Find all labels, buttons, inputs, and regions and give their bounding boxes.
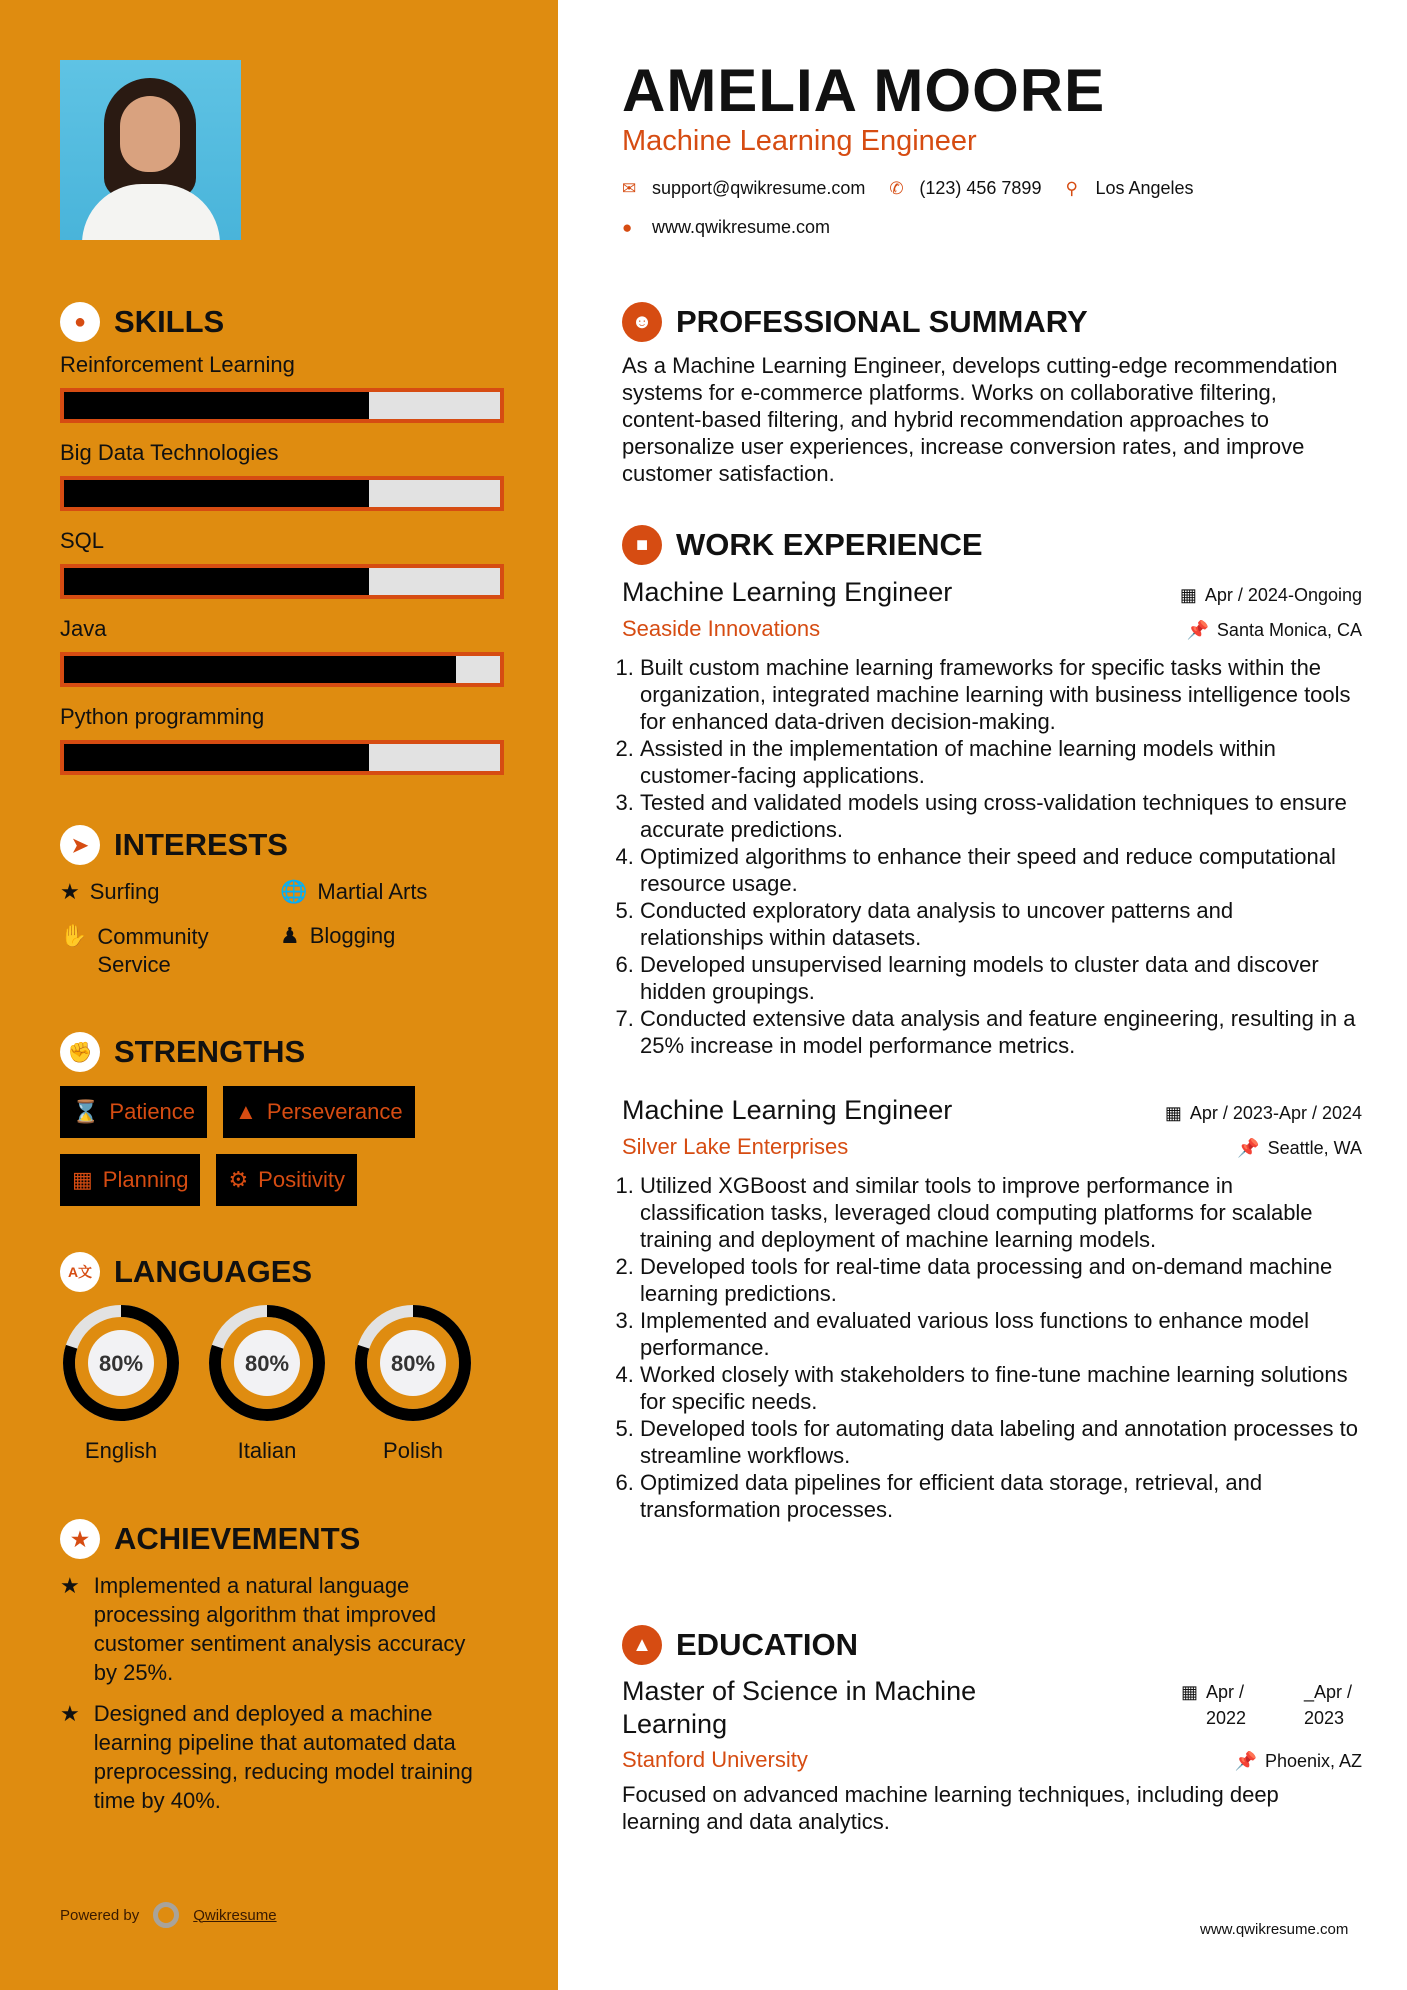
calendar-icon: ▦ (1164, 1103, 1182, 1123)
hand-icon: ✋ (60, 923, 88, 948)
job-bullet: 3. Implemented and evaluated various loss functions to enhance model performance. (640, 1307, 1362, 1361)
skill-label: Big Data Technologies (60, 440, 279, 465)
interest-label: Community Service (97, 924, 209, 977)
lightbulb-icon: ● (60, 302, 100, 342)
location: Los Angeles (1095, 178, 1194, 198)
profile-photo (60, 60, 241, 240)
strength-label: Patience (109, 1099, 196, 1124)
globe-icon: 🌐 (280, 879, 308, 904)
skill-item (60, 352, 504, 423)
briefcase-icon: ■ (622, 525, 662, 565)
job-bullet: 1. Utilized XGBoost and similar tools to improve performance in classification tasks, leveraged cloud computing platforms for scalable training and deployment of machine learning models. (640, 1172, 1362, 1253)
language-percent: 80% (244, 1351, 290, 1376)
skill-label: SQL (60, 528, 105, 553)
skill-bar (60, 564, 504, 599)
interest-label: Martial Arts (317, 879, 428, 904)
languages-heading: LANGUAGES (114, 1254, 313, 1289)
school: Stanford University (622, 1747, 808, 1772)
skill-bar (60, 476, 504, 511)
paper-plane-icon: ➤ (60, 825, 100, 865)
skill-bar-fill (64, 480, 369, 507)
skill-label: Python programming (60, 704, 265, 729)
degree: Master of Science in Machine Learning (622, 1676, 977, 1739)
users-icon: ♟ (280, 923, 300, 948)
strength-label: Planning (102, 1167, 189, 1192)
header (622, 56, 1362, 238)
languages-section (60, 1252, 474, 1464)
achievement-item (60, 1699, 490, 1815)
pushpin-icon: 📌 (1234, 1751, 1257, 1771)
summary-heading: PROFESSIONAL SUMMARY (676, 304, 1088, 339)
language-item (60, 1302, 182, 1464)
achievement-text: Implemented a natural language processing algorithm that improved customer sentiment analysis accuracy by 25%. (93, 1573, 466, 1685)
skill-bar-fill (64, 568, 369, 595)
star-icon: ★ (60, 1701, 80, 1726)
pushpin-icon: 📌 (1186, 620, 1209, 640)
strength-badge (223, 1086, 415, 1138)
summary-section (622, 302, 1362, 487)
job-bullet: 6. Optimized data pipelines for efficient data storage, retrieval, and transformation processes. (640, 1469, 1362, 1523)
education-section (622, 1625, 1362, 1835)
user-icon: ☻ (622, 302, 662, 342)
skills-heading: SKILLS (114, 304, 225, 339)
interests-heading: INTERESTS (114, 827, 288, 862)
interest-item (280, 923, 500, 979)
achievements-heading: ACHIEVEMENTS (114, 1521, 361, 1556)
education-text: Focused on advanced machine learning techniques, including deep learning and data analytics. (622, 1782, 1279, 1834)
skill-item (60, 528, 504, 599)
footer-website[interactable]: www.qwikresume.com (1200, 1921, 1349, 1938)
skill-label: Reinforcement Learning (60, 352, 295, 377)
interest-item (280, 879, 500, 905)
sun-icon: ⚙ (228, 1167, 249, 1192)
achievements-section (60, 1519, 490, 1815)
phone: (123) 456 7899 (919, 178, 1042, 198)
skill-bar-fill (64, 744, 369, 771)
skill-label: Java (60, 616, 107, 641)
education-heading: EDUCATION (676, 1627, 858, 1662)
achievement-item (60, 1571, 490, 1687)
summary-text: As a Machine Learning Engineer, develops cutting-edge recommendation systems for e-commerce platforms. Works on collaborative filtering, content-based filtering, and hybrid recommendation approaches to personalize user experiences, increase conversion rates, and improve customer satisfaction. (622, 353, 1338, 486)
job-bullet: 5. Developed tools for automating data labeling and annotation processes to streamline workflows. (640, 1415, 1362, 1469)
job-date: Apr / 2023-Apr / 2024 (1189, 1103, 1362, 1123)
language-donut (352, 1302, 474, 1424)
language-percent: 80% (98, 1351, 144, 1376)
company: Seaside Innovations (622, 616, 821, 641)
job-title: Machine Learning Engineer (622, 577, 953, 607)
globe-icon: ● (622, 217, 633, 237)
phone-icon: ✆ (889, 178, 904, 198)
strength-label: Positivity (258, 1167, 345, 1192)
skill-bar (60, 388, 504, 423)
strengths-heading: STRENGTHS (114, 1034, 306, 1069)
email[interactable]: support@qwikresume.com (652, 178, 866, 198)
skills-section (60, 302, 504, 792)
achievement-text: Designed and deployed a machine learning pipeline that automated data preprocessing, reducing model training time by 40%. (93, 1701, 473, 1813)
pushpin-icon: 📌 (1237, 1138, 1260, 1158)
skill-item (60, 440, 504, 511)
job-bullet: 7. Conducted extensive data analysis and feature engineering, resulting in a 25% increase in model performance metrics. (640, 1005, 1362, 1059)
qwikresume-link[interactable]: Qwikresume (193, 1906, 277, 1924)
company: Silver Lake Enterprises (622, 1134, 849, 1159)
interest-label: Surfing (89, 879, 160, 904)
skill-item (60, 616, 504, 687)
work-heading: WORK EXPERIENCE (676, 527, 983, 562)
star-icon: ★ (60, 1573, 80, 1598)
candidate-name: AMELIA MOORE (622, 57, 1106, 124)
job-title: Machine Learning Engineer (622, 1095, 953, 1125)
edu-location: Phoenix, AZ (1264, 1751, 1362, 1771)
language-percent: 80% (390, 1351, 436, 1376)
work-section (622, 525, 1362, 1523)
powered-by-label: Powered by (60, 1906, 140, 1924)
language-name: English (84, 1438, 158, 1463)
email-icon: ✉ (622, 178, 637, 198)
road-icon: ▲ (235, 1099, 257, 1124)
hourglass-icon: ⌛ (72, 1099, 100, 1124)
skill-bar (60, 740, 504, 775)
language-item (352, 1302, 474, 1464)
strength-label: Perseverance (266, 1099, 403, 1124)
location-pin-icon: ⚲ (1065, 178, 1078, 198)
language-item (206, 1302, 328, 1464)
job-bullet: 6. Developed unsupervised learning models to cluster data and discover hidden groupings. (640, 951, 1362, 1005)
strengths-section (60, 1032, 520, 1206)
interest-label: Blogging (309, 923, 396, 948)
candidate-title: Machine Learning Engineer (622, 125, 977, 157)
job-bullet: 2. Developed tools for real-time data processing and on-demand machine learning predictions. (640, 1253, 1362, 1307)
calendar-icon: ▦ (1180, 1682, 1198, 1702)
job-bullet: 1. Built custom machine learning frameworks for specific tasks within the organization, integrated machine learning with business intelligence tools for enhanced data-driven decision-making. (640, 654, 1362, 735)
job-entry (622, 1095, 1362, 1523)
skill-bar (60, 652, 504, 687)
interests-section (60, 825, 520, 979)
interest-item (60, 879, 280, 905)
skill-bar-fill (64, 656, 456, 683)
star-icon: ★ (60, 879, 80, 904)
edu-start: Apr / 2022 (1206, 1682, 1247, 1728)
skill-bar-fill (64, 392, 369, 419)
website[interactable]: www.qwikresume.com (652, 217, 831, 237)
job-bullet: 4. Worked closely with stakeholders to fine-tune machine learning solutions for specific needs. (640, 1361, 1362, 1415)
qwikresume-logo-icon (153, 1902, 179, 1928)
language-name: Italian (237, 1438, 297, 1463)
job-bullet: 3. Tested and validated models using cross-validation techniques to ensure accurate predictions. (640, 789, 1362, 843)
job-bullet: 5. Conducted exploratory data analysis to uncover patterns and relationships within datasets. (640, 897, 1362, 951)
language-name: Polish (383, 1438, 443, 1463)
job-bullet: 4. Optimized algorithms to enhance their speed and reduce computational resource usage. (640, 843, 1362, 897)
award-icon: ★ (60, 1519, 100, 1559)
strength-badge (60, 1154, 200, 1206)
job-location: Seattle, WA (1267, 1138, 1362, 1158)
job-entry (622, 577, 1362, 1059)
edu-end: _Apr / 2023 (1304, 1682, 1353, 1728)
graduation-cap-icon: ▲ (622, 1625, 662, 1665)
job-date: Apr / 2024-Ongoing (1204, 585, 1362, 605)
powered-by (60, 1902, 277, 1928)
strength-badge (216, 1154, 357, 1206)
job-bullet: 2. Assisted in the implementation of machine learning models within customer-facing applications. (640, 735, 1362, 789)
strength-badge (60, 1086, 207, 1138)
calendar-icon: ▦ (1179, 585, 1197, 605)
calendar-icon: ▦ (72, 1167, 93, 1192)
fist-icon: ✊ (60, 1032, 100, 1072)
interest-item (60, 923, 280, 979)
language-donut (60, 1302, 182, 1424)
translate-icon: A文 (60, 1252, 100, 1292)
language-donut (206, 1302, 328, 1424)
skill-item (60, 704, 504, 775)
job-location: Santa Monica, CA (1216, 620, 1362, 640)
